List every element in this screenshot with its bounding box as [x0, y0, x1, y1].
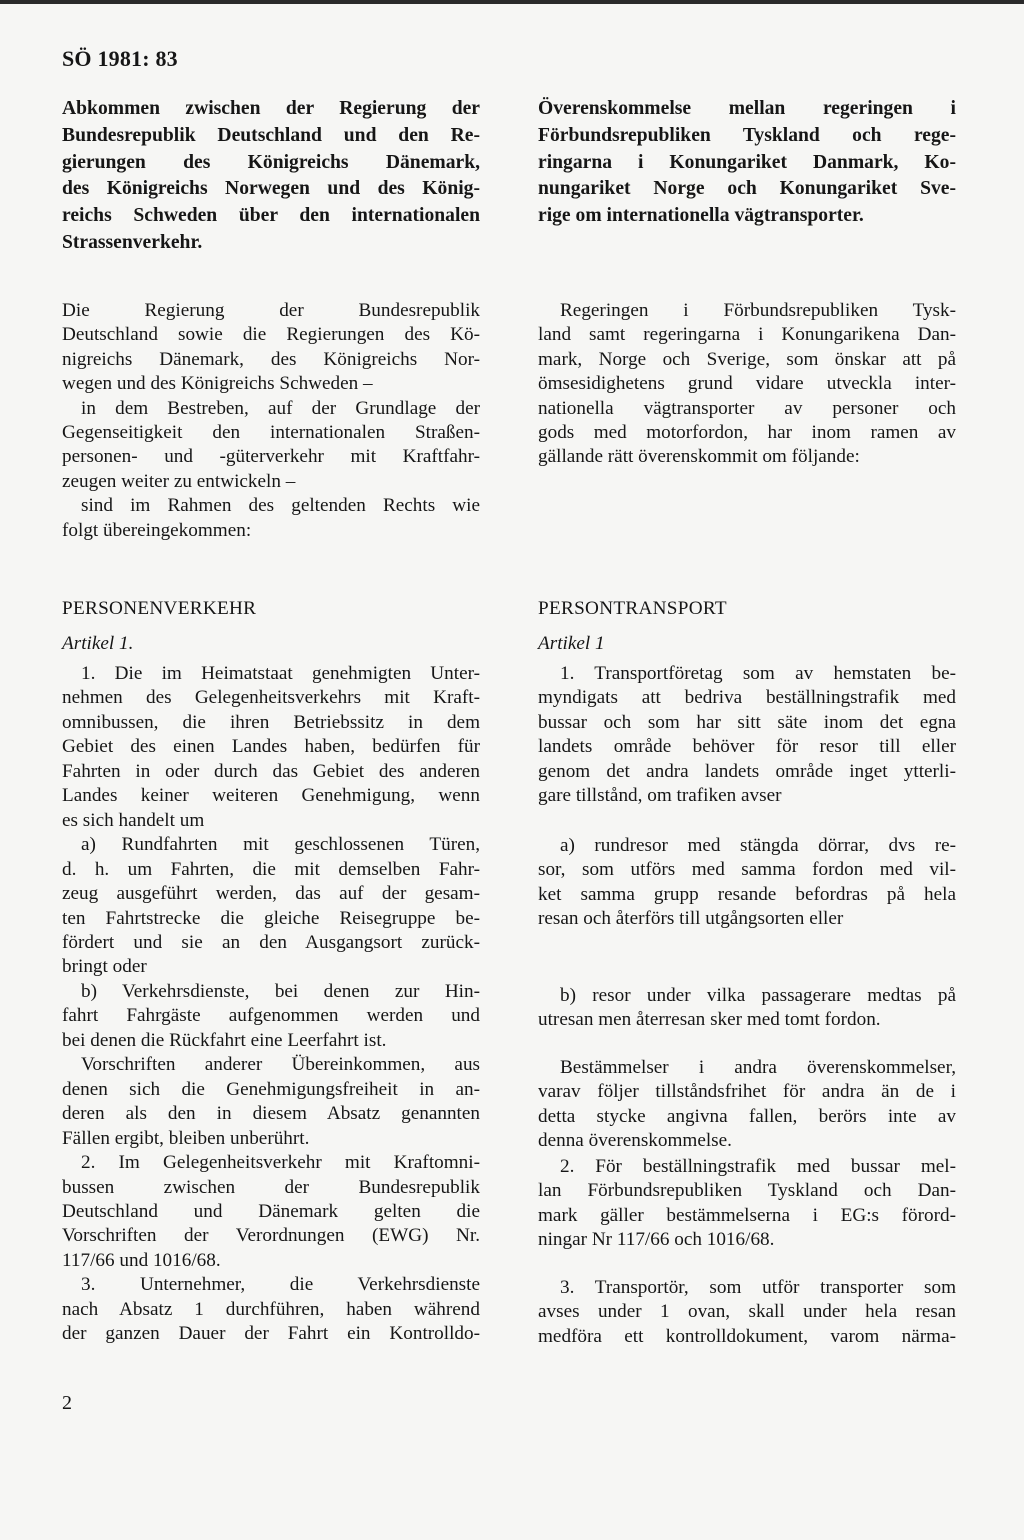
swedish-article-line: sor, som utförs med samma fordon med vil- [538, 859, 956, 881]
german-article-line: fahrt Fahrgäste aufgenommen werden und [62, 1005, 480, 1027]
german-article-line: bussen zwischen der Bundesrepublik [62, 1176, 480, 1198]
german-preamble-line: personen- und -güterverkehr mit Kraftfahr- [62, 446, 480, 468]
swedish-title [538, 96, 956, 230]
german-article-line: Fahrten in oder durch das Gebiet des anderen [62, 760, 480, 782]
german-title-line: Bundesrepublik Deutschland und den Re- [62, 124, 480, 146]
german-article-line: 117/66 und 1016/68. [62, 1249, 221, 1271]
german-preamble [62, 299, 480, 543]
german-article-line: omnibussen, die ihren Betriebssitz in dem [62, 711, 480, 733]
swedish-article-line: utresan men återresan sker med tomt fordon. [538, 1009, 881, 1031]
swedish-title-line: rige om internationella vägtransporter. [538, 205, 864, 227]
german-preamble-line: folgt übereingekommen: [62, 519, 252, 541]
swedish-paragraph-3 [538, 1276, 956, 1349]
swedish-article-line: bussar och som har sitt säte inom det egna [538, 711, 956, 733]
german-article-line: 1. Die im Heimatstaat genehmigten Unter- [81, 663, 480, 684]
page-number: 2 [62, 1392, 72, 1414]
german-article-line: 3. Unternehmer, die Verkehrsdienste [81, 1274, 480, 1296]
swedish-article-line: mark gäller bestämmelserna i EG:s förord- [538, 1204, 956, 1226]
swedish-preamble-line: mark, Norge och Sverige, som önskar att på [538, 348, 956, 370]
swedish-title-line: ringarna i Konungariket Danmark, Ko- [538, 151, 956, 173]
swedish-paragraph-2 [538, 1155, 956, 1253]
swedish-preamble-line: land samt regeringarna i Konungarikena Dan- [538, 324, 956, 346]
german-article-line: Gebiet des einen Landes haben, bedürfen für [62, 736, 480, 758]
german-article-label: Artikel 1. [62, 633, 134, 654]
german-article-body [62, 662, 480, 1347]
german-preamble-line: wegen und des Königreichs Schweden – [62, 373, 373, 395]
swedish-article-line: landets område behöver för resor till eller [538, 736, 956, 758]
swedish-section-heading: PERSONTRANSPORT [538, 598, 727, 619]
german-article-line: Landes keiner weiteren Genehmigung, wenn [62, 785, 480, 807]
german-article-line: nehmen des Gelegenheitsverkehrs mit Kraft- [62, 687, 480, 709]
german-title-line: gierungen des Königreichs Dänemark, [62, 151, 480, 173]
german-article-line: ten Fahrtstrecke die gleiche Reisegruppe be- [62, 907, 480, 929]
german-article-line: fördert und sie an den Ausgangsort zurück- [62, 931, 480, 953]
german-article-line: bei denen die Rückfahrt eine Leerfahrt ist. [62, 1029, 387, 1051]
page-top-rule [0, 0, 1024, 4]
german-title-line: Abkommen zwischen der Regierung der [62, 98, 480, 119]
swedish-article-line: avses under 1 ovan, skall under hela resan [538, 1301, 956, 1323]
swedish-article-line: b) resor under vilka passagerare medtas på [560, 985, 956, 1006]
german-article-line: denen sich die Genehmigungsfreiheit in an- [62, 1078, 480, 1100]
swedish-article-line: varav följer tillståndsfrihet för andra än de i [538, 1081, 956, 1103]
german-article-line: a) Rundfahrten mit geschlossenen Türen, [81, 834, 480, 856]
german-preamble-line: Gegenseitigkeit den internationalen Straßen- [62, 422, 480, 444]
german-article-line: zeug ausgeführt werden, das auf der gesam- [62, 883, 480, 905]
swedish-title-line: Överenskommelse mellan regeringen i [538, 98, 956, 119]
swedish-article-line: lan Förbundsrepubliken Tyskland och Dan- [538, 1180, 956, 1202]
swedish-article-line: Bestämmelser i andra överenskommelser, [560, 1057, 956, 1078]
german-article-line: d. h. um Fahrten, die mit demselben Fahr- [62, 858, 480, 880]
swedish-article-line: 3. Transportör, som utför transporter som [560, 1277, 956, 1298]
swedish-other-agreements [538, 1056, 956, 1154]
german-article-line: bringt oder [62, 956, 147, 978]
swedish-paragraph-1 [538, 662, 956, 808]
german-title-line: des Königreichs Norwegen und des König- [62, 178, 480, 200]
german-title [62, 96, 480, 257]
german-article-line: der ganzen Dauer der Fahrt ein Kontrolldo- [62, 1323, 480, 1345]
swedish-preamble-line: Regeringen i Förbundsrepubliken Tysk- [560, 300, 956, 321]
swedish-preamble [538, 299, 956, 470]
german-preamble-line: sind im Rahmen des geltenden Rechts wie [81, 495, 480, 517]
swedish-article-line: denna överenskommelse. [538, 1130, 732, 1152]
swedish-article-line: ningar Nr 117/66 och 1016/68. [538, 1229, 775, 1251]
swedish-article-line: myndigats att bedriva beställningstrafik med [538, 687, 956, 709]
swedish-article-line: 2. För beställningstrafik med bussar mel- [560, 1156, 956, 1177]
german-title-line: reichs Schweden über den internationalen [62, 205, 480, 227]
german-article-line: deren als den in diesem Absatz genannten [62, 1103, 480, 1125]
swedish-preamble-line: ömsesidighetens grund vidare utveckla inter- [538, 373, 956, 395]
swedish-article-line: 1. Transportföretag som av hemstaten be- [560, 663, 956, 684]
swedish-article-line: resan och återförs till utgångsorten eller [538, 908, 844, 930]
german-preamble-line: Deutschland sowie die Regierungen des Kö- [62, 324, 480, 346]
swedish-article-line: medföra ett kontrolldokument, varom närma- [538, 1325, 956, 1347]
german-article-line: 2. Im Gelegenheitsverkehr mit Kraftomni- [81, 1152, 480, 1174]
swedish-article-line: gare tillstånd, om trafiken avser [538, 785, 782, 807]
swedish-article-line: a) rundresor med stängda dörrar, dvs re- [560, 835, 956, 856]
german-preamble-line: Die Regierung der Bundesrepublik [62, 300, 480, 321]
german-article-line: nach Absatz 1 durchführen, haben während [62, 1298, 480, 1320]
swedish-item-a [538, 834, 956, 932]
swedish-preamble-line: gällande rätt överenskommit om följande: [538, 446, 860, 468]
swedish-article-label: Artikel 1 [538, 633, 605, 654]
german-title-line: Strassenverkehr. [62, 231, 203, 253]
swedish-preamble-line: nationella vägtransporter av personer och [538, 397, 956, 419]
german-preamble-line: in dem Bestreben, auf der Grundlage der [81, 397, 480, 419]
swedish-title-line: nungariket Norge och Konungariket Sve- [538, 178, 956, 200]
swedish-title-line: Förbundsrepubliken Tyskland och rege- [538, 124, 956, 146]
german-article-line: es sich handelt um [62, 809, 205, 831]
german-section-heading: PERSONENVERKEHR [62, 598, 257, 619]
german-article-line: Fällen ergibt, bleiben unberührt. [62, 1127, 310, 1149]
german-preamble-line: nigreichs Dänemark, des Königreichs Nor- [62, 348, 480, 370]
german-article-line: Vorschriften anderer Übereinkommen, aus [81, 1054, 480, 1076]
german-preamble-line: zeugen weiter zu entwickeln – [62, 470, 296, 492]
german-article-line: b) Verkehrsdienste, bei denen zur Hin- [81, 980, 480, 1002]
swedish-article-line: detta stycke angivna fallen, berörs inte av [538, 1105, 956, 1127]
swedish-article-line: ket samma grupp resande befordras på hela [538, 883, 956, 905]
swedish-preamble-line: gods med motorfordon, har inom ramen av [538, 422, 956, 444]
swedish-item-b [538, 984, 956, 1033]
swedish-article-line: genom det andra landets område inget ytterli- [538, 760, 956, 782]
german-article-line: Vorschriften der Verordnungen (EWG) Nr. [62, 1225, 480, 1247]
document-reference: SÖ 1981: 83 [62, 46, 178, 71]
german-article-line: Deutschland und Dänemark gelten die [62, 1200, 480, 1222]
